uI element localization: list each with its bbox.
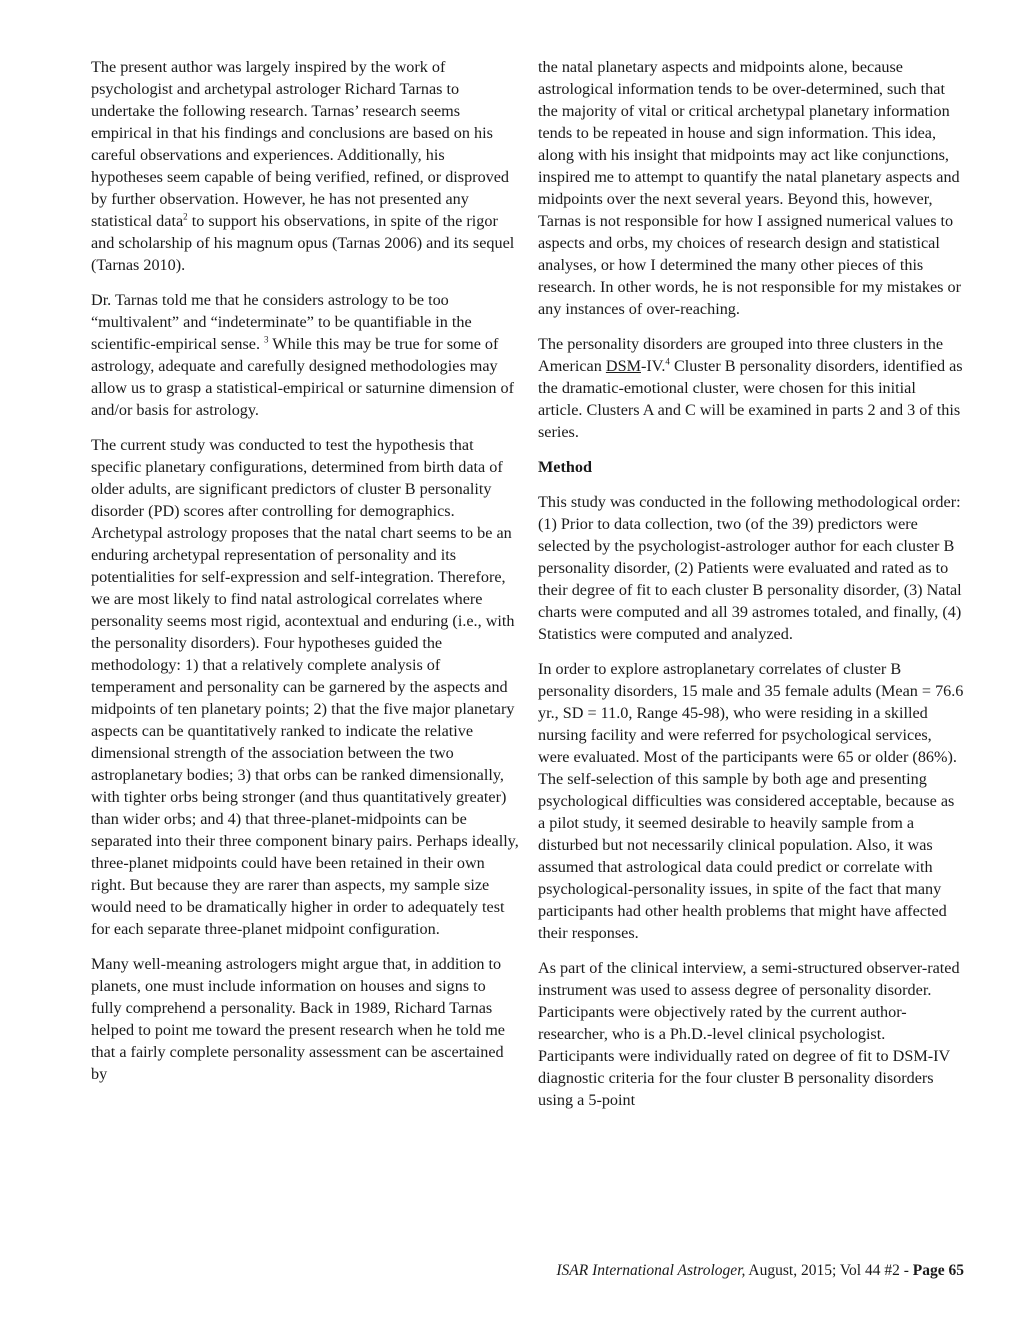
paragraph-text: While this may be true for some of astrology, adequate and carefully designed methodologies may allow us to grasp a statistical-empirical or saturnine dimension of and/or basis for astrology.	[91, 335, 515, 419]
paragraph-text: Cluster B personality disorders, identified as the dramatic-emotional cluster, were chosen for this initial article. Clusters A and C will be examined in parts 2 and 3 of this series.	[538, 357, 963, 441]
paragraph-text: to support his observations, in spite of the rigor and scholarship of his magnum opus (Tarnas 2006) and its sequel (Tarnas 2010).	[91, 212, 515, 274]
paragraph-tarnas-quote	[91, 289, 519, 421]
footer-page-number: Page 65	[912, 1262, 964, 1279]
paragraph-clinical-interview: As part of the clinical interview, a semi-structured observer-rated instrument was used to assess degree of personality disorder. Participants were objectively rated by the current author-researcher, who is a Ph.D.-level clinical psychologist. Participants were individually rated on degree of fit to DSM-IV diagnostic criteria for the four cluster B personality disorders using a 5-point	[538, 959, 960, 1109]
section-heading-method: Method	[538, 458, 592, 476]
paragraph-text: Dr. Tarnas told me that he considers astrology to be too “multivalent” and “indeterminate” to be quantifiable in the scientific-empirical sense.	[91, 291, 472, 353]
paragraph-houses-signs: Many well-meaning astrologers might argue that, in addition to planets, one must include information on houses and signs to fully comprehend a personality. Back in 1989, Richard Tarnas helped to point me toward the present research when he told me that a fairly complete personality assessment can be ascertained by	[91, 955, 505, 1083]
footnote-marker-2[interactable]: 2	[183, 211, 188, 222]
paragraph-hypothesis: The current study was conducted to test the hypothesis that specific planetary configurations, determined from birth data of older adults, are significant predictors of cluster B personality disorder (PD) scores after controlling for demographics. Archetypal astrology proposes that the natal chart seems to be an enduring archetypal representation of personality and its potentialities for self-expression and self-integration. Therefore, we are most likely to find natal astrological correlates where personality seems most rigid, acontextual and enduring (i.e., with the personality disorders). Four hypotheses guided the methodology: 1) that a relatively complete analysis of temperament and personality can be garnered by the aspects and midpoints of ten planetary points; 2) that the five major planetary aspects can be quantitatively ranked to indicate the relative dimensional strength of the association between the two astroplanetary bodies; 3) that orbs can be ranked dimensionally, with tighter orbs being stronger (and thus quantitatively greater) than wider orbs; and 4) that three-planet-midpoints can be separated into their three component binary pairs. Perhaps ideally, three-planet midpoints could have been retained in their own right. But because they are rarer than aspects, my sample size would need to be dramatically higher in order to adequately test for each separate three-planet midpoint configuration.	[91, 436, 519, 938]
paragraph-clusters	[538, 333, 964, 443]
footnote-marker-4[interactable]: 4	[665, 356, 670, 367]
page-footer	[556, 1262, 964, 1280]
right-column	[538, 56, 964, 1124]
paragraph-method-order: This study was conducted in the following methodological order: (1) Prior to data collection, two (of the 39) predictors were selected by the psychologist-astrologer author for each cluster B personality disorder, (2) Patients were evaluated and rated as to their degree of fit to each cluster B personality disorder, (3) Natal charts were computed and all 39 astromes totaled, and finally, (4) Statistics were computed and analyzed.	[538, 493, 962, 643]
left-column	[91, 56, 519, 1098]
paragraph-aspects-midpoints: the natal planetary aspects and midpoints alone, because astrological information tends to be over-determined, such that the majority of vital or critical archetypal planetary information tends to be repeated in house and sign information. This idea, along with his insight that midpoints may act like conjunctions, inspired me to attempt to quantify the natal planetary aspects and midpoints over the next several years. Beyond this, however, Tarnas is not responsible for how I assigned numerical values to aspects and orbs, my choices of research design and statistical analyses, or how I determined the many other pieces of this research. In other words, he is not responsible for my mistakes or any instances of over-reaching.	[538, 58, 962, 318]
paragraph-inspiration	[91, 56, 519, 276]
paragraph-participants: In order to explore astroplanetary correlates of cluster B personality disorders, 15 male and 35 female adults (Mean = 76.6 yr., SD = 11.0, Range 45-98), who were residing in a skilled nursing facility and were referred for psychological services, were evaluated. Most of the participants were 65 or older (86%). The self-selection of this sample by both age and presenting psychological difficulties was considered acceptable, because as a pilot study, it seemed desirable to heavily sample from a disturbed but not necessarily clinical population. Also, it was assumed that astrological data could predict or correlate with psychological-personality issues, in spite of the fact that many participants had other health problems that might have affected their responses.	[538, 660, 964, 942]
dsm-link[interactable]: DSM	[605, 357, 641, 375]
paragraph-text: The present author was largely inspired by the work of psychologist and archetypal astrologer Richard Tarnas to undertake the following research. Tarnas’ research seems empirical in that his findings and conclusions are based on his careful observations and experiences. Additionally, his hypotheses seem capable of being verified, refined, or disproved by further observation. However, he has not presented any statistical data	[91, 58, 510, 230]
footer-issue: August, 2015; Vol 44 #2 -	[745, 1262, 913, 1279]
footer-publication: ISAR International Astrologer,	[556, 1262, 746, 1279]
paragraph-text: -IV.	[640, 357, 666, 375]
paragraph-text: The personality disorders are grouped into three clusters in the American	[538, 335, 944, 375]
footnote-marker-3[interactable]: 3	[264, 334, 269, 345]
